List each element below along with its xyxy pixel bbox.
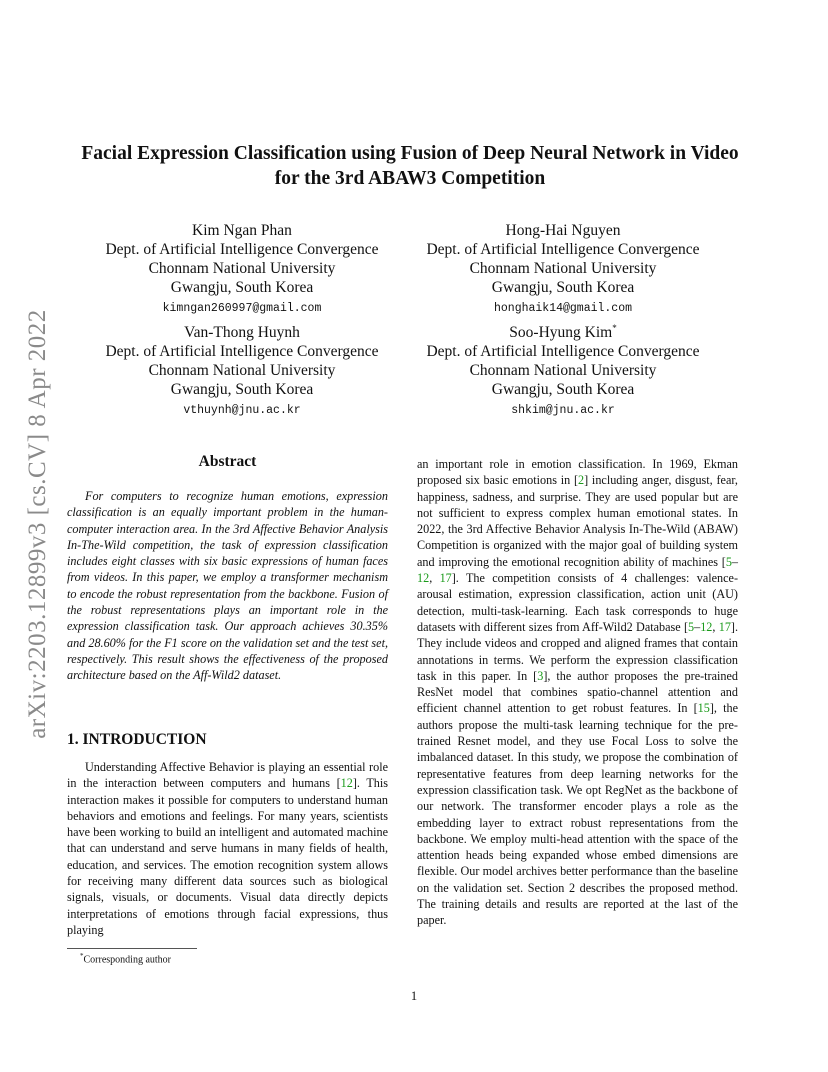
body-text: ] including anger, disgust, fear, happiness, sadness, and surprise. They are used popular but are not sufficient to express complex human emotional states. In 2022, the 3rd Affective Behavior Analysis In-The-Wild (ABAW) Competition is organized with the major goal of building system and improving the emotional recognition ability of machines [ [417,473,738,569]
author-univ: Chonnam National University [469,260,657,277]
abstract-text: For computers to recognize human emotions, expression classification is an equally important problem in the human-computer interaction area. In the 3rd Affective Behavior Analysis In-The-Wild competition, the task of expression classification includes eight classes with six basic expressions of human faces from videos. In this paper, we employ a transformer mechanism to encode the robust representation from the backbone. Fusion of the robust representations plays an important role in the expression classification task. Our approach achieves 30.35% and 28.60% for the F1 score on the validation set and the test set, respectively. This result shows the effectiveness of the proposed architecture based on the Aff-Wild2 dataset. [67,489,388,683]
citation-link[interactable]: 12 [700,619,713,634]
author-name: Hong-Hai Nguyen [505,222,621,239]
corresponding-mark: * [612,322,617,333]
author-block-2 [398,221,728,317]
title-line-2: for the 3rd ABAW3 Competition [274,168,546,189]
body-text: ], the author proposes the pre-trained ResNet model that combines spatio-channel attention and efficient channel attention to get robust features. In [ [417,668,738,716]
abstract-heading: Abstract [198,453,257,470]
body-text: Understanding Affective Behavior is playing an essential role in the interaction between computers and humans [ [67,760,388,791]
author-city: Gwangju, South Korea [491,381,635,398]
title-line-1: Facial Expression Classification using Fusion of Deep Neural Network in Video [81,143,739,164]
body-text: – [694,619,701,634]
body-text: ]. This interaction makes it possible for computers to understand human behaviors and emotions and feelings. For many years, scientists have been working to build an intelligent and automated machine that can understand and serve humans in many fields of health, education, and services. The emotion recognition system allows for receiving many different data sources such as biological signals, visuals, or documents. Visual data directly depicts interpretations of emotions through facial expressions, thus playing [67,776,388,937]
author-city: Gwangju, South Korea [170,279,314,296]
author-city: Gwangju, South Korea [170,381,314,398]
body-text: , [429,571,440,586]
footnote-divider [67,948,197,949]
author-univ: Chonnam National University [148,260,336,277]
author-block-1 [77,221,407,317]
author-dept: Dept. of Artificial Intelligence Convergence [426,241,700,258]
citation-link[interactable]: 17 [718,619,731,634]
citation-link[interactable]: 17 [439,571,452,586]
body-text: – [731,554,738,569]
author-block-3 [77,323,407,419]
citation-link[interactable]: 5 [725,554,732,569]
author-dept: Dept. of Artificial Intelligence Convergence [426,343,700,360]
citation-link[interactable]: 12 [417,571,430,586]
citation-link[interactable]: 3 [537,668,544,683]
body-text: ]. They include videos and cropped and aligned frames that contain annotations in terms. We perform the expression classification task in this paper. In [ [417,619,739,683]
author-dept: Dept. of Artificial Intelligence Convergence [105,343,379,360]
arxiv-stamp [18,289,58,759]
author-email[interactable]: kimngan260997@gmail.com [162,302,322,315]
author-dept: Dept. of Artificial Intelligence Convergence [105,241,379,258]
author-email[interactable]: shkim@jnu.ac.kr [511,404,615,417]
body-text: , [712,619,719,634]
page-number: 1 [410,989,418,1003]
author-name: Kim Ngan Phan [192,222,292,239]
arxiv-id: arXiv:2203.12899v3 [cs.CV] 8 Apr 2022 [24,309,52,739]
intro-left-column [67,759,388,938]
footnote-mark: * [80,952,84,960]
author-univ: Chonnam National University [469,362,657,379]
citation-link[interactable]: 15 [697,701,710,716]
body-text: ]. The competition consists of 4 challenges: valence-arousal estimation, expression classification, action unit (AU) detection, multi-task-learning. Each task corresponds to huge datasets with different sizes from Aff-Wild2 Database [ [417,571,739,634]
author-email[interactable]: honghaik14@gmail.com [493,302,633,315]
author-city: Gwangju, South Korea [491,279,635,296]
citation-link[interactable]: 2 [578,473,585,488]
paper-title [60,141,760,191]
body-text: an important role in emotion classification. In 1969, Ekman proposed six basic emotions in [ [417,457,738,488]
author-name: Van-Thong Huynh [184,324,300,341]
author-block-4 [398,323,728,419]
footnote [80,952,171,965]
citation-link[interactable]: 5 [688,619,695,634]
body-text: ], the authors propose the multi-task learning technique for the pre-trained Resnet model, and they use Focal Loss to solve the imbalanced dataset. In this study, we propose the combination of representative features from deep learning networks for the expression classification task. We opt RegNet as the backbone of our network. The transformer encoder plays a role as the embedding layer to extract robust representations from the backbone. We employ multi-head attention with the space of the attention heads being expanded whose embed dimensions are flexible. Our model archives better performance than the baseline on the validation set. Section 2 describes the proposed method. The training details and results are reported at the last of the paper. [417,701,738,928]
footnote-text: Corresponding author [83,954,171,966]
author-email[interactable]: vthuynh@jnu.ac.kr [183,404,301,417]
intro-right-column [417,456,738,929]
author-univ: Chonnam National University [148,362,336,379]
citation-link[interactable]: 12 [340,776,353,791]
author-name: Soo-Hyung Kim* [509,322,617,341]
section-heading: 1. INTRODUCTION [67,731,207,748]
